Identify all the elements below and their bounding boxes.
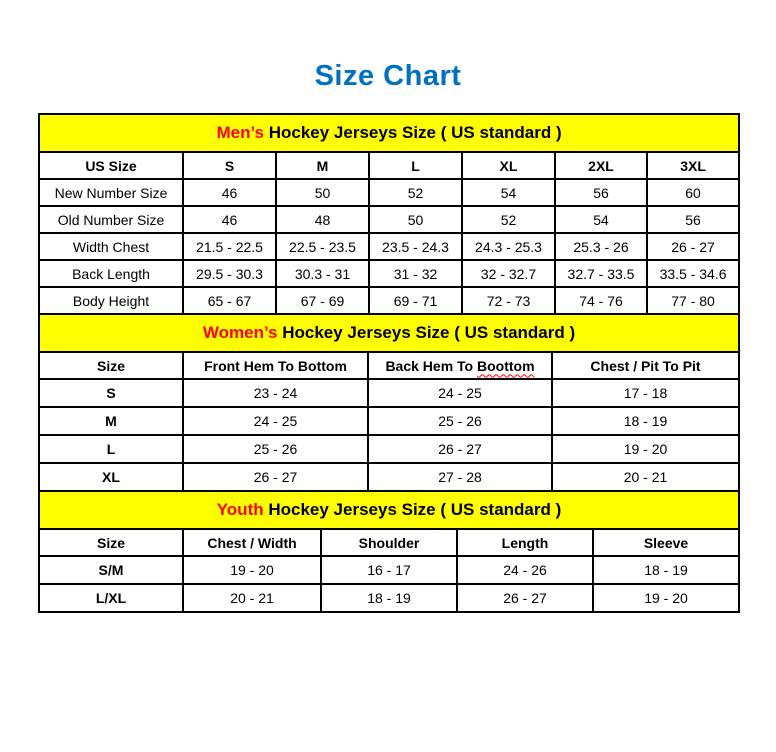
column-header-m: M <box>276 152 369 179</box>
table-cell: 20 - 21 <box>183 584 321 612</box>
table-cell: 54 <box>462 179 555 206</box>
table-cell: 50 <box>369 206 462 233</box>
youth-section-title <box>39 491 739 529</box>
table-row <box>39 463 739 491</box>
table-cell: 19 - 20 <box>593 584 739 612</box>
column-header-xl: XL <box>462 152 555 179</box>
table-cell: 22.5 - 23.5 <box>276 233 369 260</box>
table-cell: 31 - 32 <box>369 260 462 287</box>
table-cell: 24 - 25 <box>183 407 368 435</box>
table-cell: 23 - 24 <box>183 379 368 407</box>
table-cell: 17 - 18 <box>552 379 739 407</box>
table-cell: 48 <box>276 206 369 233</box>
table-cell: 74 - 76 <box>555 287 647 314</box>
table-cell: 21.5 - 22.5 <box>183 233 276 260</box>
table-row <box>39 260 739 287</box>
table-cell: 18 - 19 <box>593 556 739 584</box>
table-cell: 25.3 - 26 <box>555 233 647 260</box>
table-cell: 56 <box>555 179 647 206</box>
column-header-length: Length <box>457 529 593 556</box>
row-label: M <box>39 407 183 435</box>
table-cell: 77 - 80 <box>647 287 739 314</box>
section-title-row <box>39 491 739 529</box>
row-label: S/M <box>39 556 183 584</box>
table-row <box>39 287 739 314</box>
table-cell: 52 <box>462 206 555 233</box>
table-cell: 65 - 67 <box>183 287 276 314</box>
table-cell: 46 <box>183 179 276 206</box>
womens-size-table <box>38 313 740 492</box>
table-cell: 69 - 71 <box>369 287 462 314</box>
table-cell: 16 - 17 <box>321 556 457 584</box>
section-title-row <box>39 314 739 352</box>
table-row <box>39 179 739 206</box>
mens-section-highlight: Men’s <box>216 123 264 142</box>
table-cell: 26 - 27 <box>647 233 739 260</box>
table-row <box>39 407 739 435</box>
mens-section-title <box>39 114 739 152</box>
table-cell: 32 - 32.7 <box>462 260 555 287</box>
table-cell: 32.7 - 33.5 <box>555 260 647 287</box>
table-cell: 24 - 26 <box>457 556 593 584</box>
youth-section-title-text: Hockey Jerseys Size ( US standard ) <box>263 500 562 519</box>
row-label: Width Chest <box>39 233 183 260</box>
back-hem-typo-word: Boottom <box>477 357 535 374</box>
womens-section-title <box>39 314 739 352</box>
table-cell: 20 - 21 <box>552 463 739 491</box>
row-label: New Number Size <box>39 179 183 206</box>
table-cell: 26 - 27 <box>183 463 368 491</box>
column-header-chest-pit: Chest / Pit To Pit <box>552 352 739 379</box>
column-header-chest-width: Chest / Width <box>183 529 321 556</box>
row-label: Back Length <box>39 260 183 287</box>
row-label: XL <box>39 463 183 491</box>
mens-size-table <box>38 113 740 315</box>
column-header-shoulder: Shoulder <box>321 529 457 556</box>
section-title-row <box>39 114 739 152</box>
table-cell: 72 - 73 <box>462 287 555 314</box>
table-row <box>39 435 739 463</box>
table-cell: 52 <box>369 179 462 206</box>
table-cell: 27 - 28 <box>368 463 552 491</box>
header-row <box>39 529 739 556</box>
row-label: Body Height <box>39 287 183 314</box>
table-cell: 29.5 - 30.3 <box>183 260 276 287</box>
table-cell: 46 <box>183 206 276 233</box>
table-cell: 25 - 26 <box>183 435 368 463</box>
column-header-sleeve: Sleeve <box>593 529 739 556</box>
row-label: L <box>39 435 183 463</box>
table-row <box>39 556 739 584</box>
page-title: Size Chart <box>314 60 462 92</box>
womens-section-highlight: Women’s <box>202 323 278 342</box>
mens-section-title-text: Hockey Jerseys Size ( US standard ) <box>264 123 562 142</box>
row-label: L/XL <box>39 584 183 612</box>
table-cell: 24.3 - 25.3 <box>462 233 555 260</box>
table-cell: 50 <box>276 179 369 206</box>
youth-size-table <box>38 490 740 613</box>
table-row <box>39 233 739 260</box>
table-cell: 30.3 - 31 <box>276 260 369 287</box>
table-cell: 18 - 19 <box>321 584 457 612</box>
table-cell: 23.5 - 24.3 <box>369 233 462 260</box>
column-header-s: S <box>183 152 276 179</box>
table-cell: 18 - 19 <box>552 407 739 435</box>
table-row <box>39 379 739 407</box>
table-row <box>39 206 739 233</box>
table-cell: 25 - 26 <box>368 407 552 435</box>
row-label: S <box>39 379 183 407</box>
column-header-size: Size <box>39 529 183 556</box>
womens-section-title-text: Hockey Jerseys Size ( US standard ) <box>277 323 576 342</box>
table-cell: 33.5 - 34.6 <box>647 260 739 287</box>
table-cell: 26 - 27 <box>457 584 593 612</box>
table-cell: 56 <box>647 206 739 233</box>
row-label: Old Number Size <box>39 206 183 233</box>
column-header-2xl: 2XL <box>555 152 647 179</box>
table-cell: 54 <box>555 206 647 233</box>
table-cell: 67 - 69 <box>276 287 369 314</box>
column-header-size: Size <box>39 352 183 379</box>
youth-section-highlight: Youth <box>216 500 264 519</box>
column-header-us-size: US Size <box>39 152 183 179</box>
size-chart <box>38 113 738 613</box>
table-cell: 24 - 25 <box>368 379 552 407</box>
header-row <box>39 352 739 379</box>
table-cell: 60 <box>647 179 739 206</box>
column-header-l: L <box>369 152 462 179</box>
table-row <box>39 584 739 612</box>
table-cell: 19 - 20 <box>183 556 321 584</box>
column-header-front-hem: Front Hem To Bottom <box>183 352 368 379</box>
column-header-back-hem <box>368 352 552 379</box>
header-row <box>39 152 739 179</box>
table-cell: 26 - 27 <box>368 435 552 463</box>
table-cell: 19 - 20 <box>552 435 739 463</box>
back-hem-label-prefix: Back Hem To <box>385 357 474 374</box>
column-header-3xl: 3XL <box>647 152 739 179</box>
